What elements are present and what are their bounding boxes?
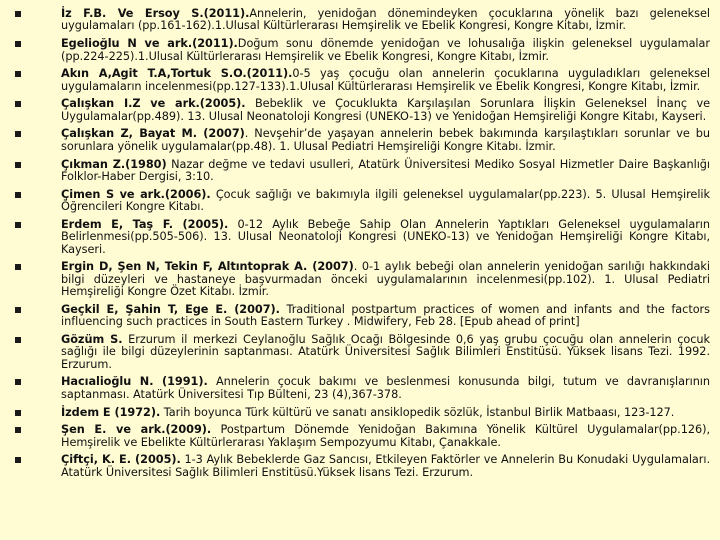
reference-item bbox=[14, 38, 710, 63]
reference-author: Şen E. ve ark.(2009). bbox=[61, 423, 212, 437]
reference-author: Çıkman Z.(1980) bbox=[61, 157, 167, 171]
reference-author: Çiftçi, K. E. (2005). bbox=[61, 453, 181, 467]
reference-text: Erzurum il merkezi Ceylanoğlu Sağlık Ocağı Bölgesinde 0,6 yaş grubu çocuğu olan annelerin çocuk sağlığı ile bilgi düzeylerinin saptanması. Atatürk Üniversitesi Sağlık Bilimleri Enstitüsü. Yüksek lisans Tezi. 1992. Erzurum. bbox=[61, 332, 710, 371]
reference-item bbox=[14, 407, 710, 419]
reference-text: Nazar değme ve tedavi usulleri, Atatürk Üniversitesi Mediko Sosyal Hizmetler Daire Başkanlığı Folklor-Haber Dergisi, 3:10. bbox=[61, 157, 710, 183]
reference-list bbox=[14, 8, 710, 479]
reference-author: Geçkil E, Şahin T, Ege E. (2007). bbox=[61, 302, 280, 316]
reference-author: İz F.B. Ve Ersoy S.(2011). bbox=[61, 7, 250, 20]
reference-text: Traditional postpartum practices of women and infants and the factors influencing such practices in South Eastern Turkey . Midwifery, Feb 28. [Epub ahead of print] bbox=[61, 302, 710, 329]
reference-item bbox=[14, 68, 710, 93]
reference-text: Postpartum Dönemde Yenidoğan Bakımına Yönelik Kültürel Uygulamalar(pp.126), Hemşirelik ve Ebelikte Kültürlerarası Yaklaşım Sempozyumu Kitabı, Çanakkale. bbox=[61, 423, 711, 449]
square-bullet-icon bbox=[15, 41, 21, 47]
reference-author: Çalışkan I.Z ve ark.(2005). bbox=[61, 97, 246, 111]
reference-item bbox=[14, 189, 710, 214]
reference-item bbox=[14, 98, 710, 123]
square-bullet-icon bbox=[15, 337, 21, 343]
square-bullet-icon bbox=[15, 71, 21, 77]
square-bullet-icon bbox=[15, 410, 21, 416]
reference-author: İzdem E (1972). bbox=[61, 405, 161, 419]
reference-item bbox=[14, 128, 710, 153]
reference-text: Doğum sonu dönemde yenidoğan ve lohusalığa ilişkin geleneksel uygulamalar (pp.224-225).1.Ulusal Kültürlerarası Hemşirelik ve Ebelik Kongresi, Kongre Kitabı, İzmir. bbox=[61, 37, 710, 63]
reference-text: . 0-1 aylık bebeği olan annelerin yenidoğan sarılığı hakkındaki bilgi düzeyleri ve hastaneye başvurmadan önceki uygulamalarının incelenmesi(pp.102). 1. Ulusal Pediatri Hemşireliği Kongre Özet Kitabı. İzmir. bbox=[61, 260, 710, 299]
square-bullet-icon bbox=[15, 222, 21, 228]
reference-item bbox=[14, 219, 710, 256]
reference-text: 0-12 Aylık Bebeğe Sahip Olan Annelerin Yaptıkları Geleneksel uygulamaların Belirlenmesi(pp.505-506). 13. Ulusal Neonatoloji Kongresi (UNEKO-13) ve Yenidoğan Hemşireliği Kongre Kitabı, Kayseri. bbox=[61, 217, 710, 256]
square-bullet-icon bbox=[15, 379, 21, 385]
reference-text: 0-5 yaş çocuğu olan annelerin çocuklarına uyguladıkları geleneksel uygulamaların incelenmesi(pp.127-133).1.Ulusal Kültürlerarası Hemşirelik ve Ebelik Kongresi, Kongre Kitabı, İzmir. bbox=[61, 67, 710, 93]
reference-author: Egelioğlu N ve ark.(2011). bbox=[61, 37, 238, 51]
reference-item bbox=[14, 376, 710, 401]
reference-author: Hacıalioğlu N. (1991). bbox=[61, 375, 208, 389]
reference-text: Çocuk sağlığı ve bakımıyla ilgili geleneksel uygulamalar(pp.223). 5. Ulusal Hemşirelik Öğrencileri Kongre Kitabı. bbox=[61, 187, 710, 214]
square-bullet-icon bbox=[15, 11, 21, 17]
reference-author: Erdem E, Taş F. (2005). bbox=[61, 217, 229, 231]
reference-text: Annelerin, yenidoğan dönemindeyken çocuklarına yönelik bazı geleneksel uygulamaları (pp.161-162).1.Ulusal Kültürlerarası Hemşirelik ve Ebelik Kongresi, Kongre Kitabı, İzmir. bbox=[61, 7, 710, 33]
reference-item bbox=[14, 454, 710, 479]
square-bullet-icon bbox=[15, 457, 21, 463]
square-bullet-icon bbox=[15, 131, 21, 137]
reference-author: Ergin D, Şen N, Tekin F, Altıntoprak A. (2007) bbox=[61, 260, 354, 274]
reference-item bbox=[14, 159, 710, 184]
square-bullet-icon bbox=[15, 264, 21, 270]
reference-text: . Nevşehir’de yaşayan annelerin bebek bakımında karşılaştıkları sorunlar ve bu sorunlara yönelik uygulamalar(pp.48). 1. Ulusal Pediatri Hemşireliği Kongre Kitabı. İzmir. bbox=[61, 127, 710, 153]
reference-text: Bebeklik ve Çocuklukta Karşılaşılan Sorunlara İlişkin Geleneksel İnanç ve Uygulamalar(pp.489). 13. Ulusal Neonatoloji Kongresi (UNEKO-13) ve Yenidoğan Hemşireliği Kongre Kitabı, Kayseri. bbox=[61, 97, 710, 123]
square-bullet-icon bbox=[15, 192, 21, 198]
reference-author: Akın A,Agit T.A,Tortuk S.O.(2011). bbox=[61, 67, 293, 81]
square-bullet-icon bbox=[15, 427, 21, 433]
reference-text: 1-3 Aylık Bebeklerde Gaz Sancısı, Etkileyen Faktörler ve Annelerin Bu Konudaki Uygulamaları. Atatürk Üniversitesi Sağlık Bilimleri Enstitüsü.Yüksek lisans Tezi. Erzurum. bbox=[61, 453, 711, 479]
reference-author: Çimen S ve ark.(2006). bbox=[61, 187, 211, 201]
reference-item bbox=[14, 304, 710, 329]
reference-item bbox=[14, 424, 710, 449]
reference-author: Çalışkan Z, Bayat M. (2007) bbox=[61, 127, 245, 141]
reference-item bbox=[14, 334, 710, 371]
reference-text: Annelerin çocuk bakımı ve beslenmesi konusunda bilgi, tutum ve davranışlarının saptanması. Atatürk Üniversitesi Tıp Bülteni, 23 (4),367-378. bbox=[61, 375, 710, 401]
reference-item bbox=[14, 261, 710, 298]
square-bullet-icon bbox=[15, 307, 21, 313]
square-bullet-icon bbox=[15, 101, 21, 107]
reference-author: Gözüm S. bbox=[61, 332, 123, 346]
reference-text: Tarih boyunca Türk kültürü ve sanatı ansiklopedik sözlük, İstanbul Birlik Matbaası, 123-127. bbox=[160, 405, 675, 419]
square-bullet-icon bbox=[15, 162, 21, 168]
reference-item bbox=[14, 8, 710, 33]
